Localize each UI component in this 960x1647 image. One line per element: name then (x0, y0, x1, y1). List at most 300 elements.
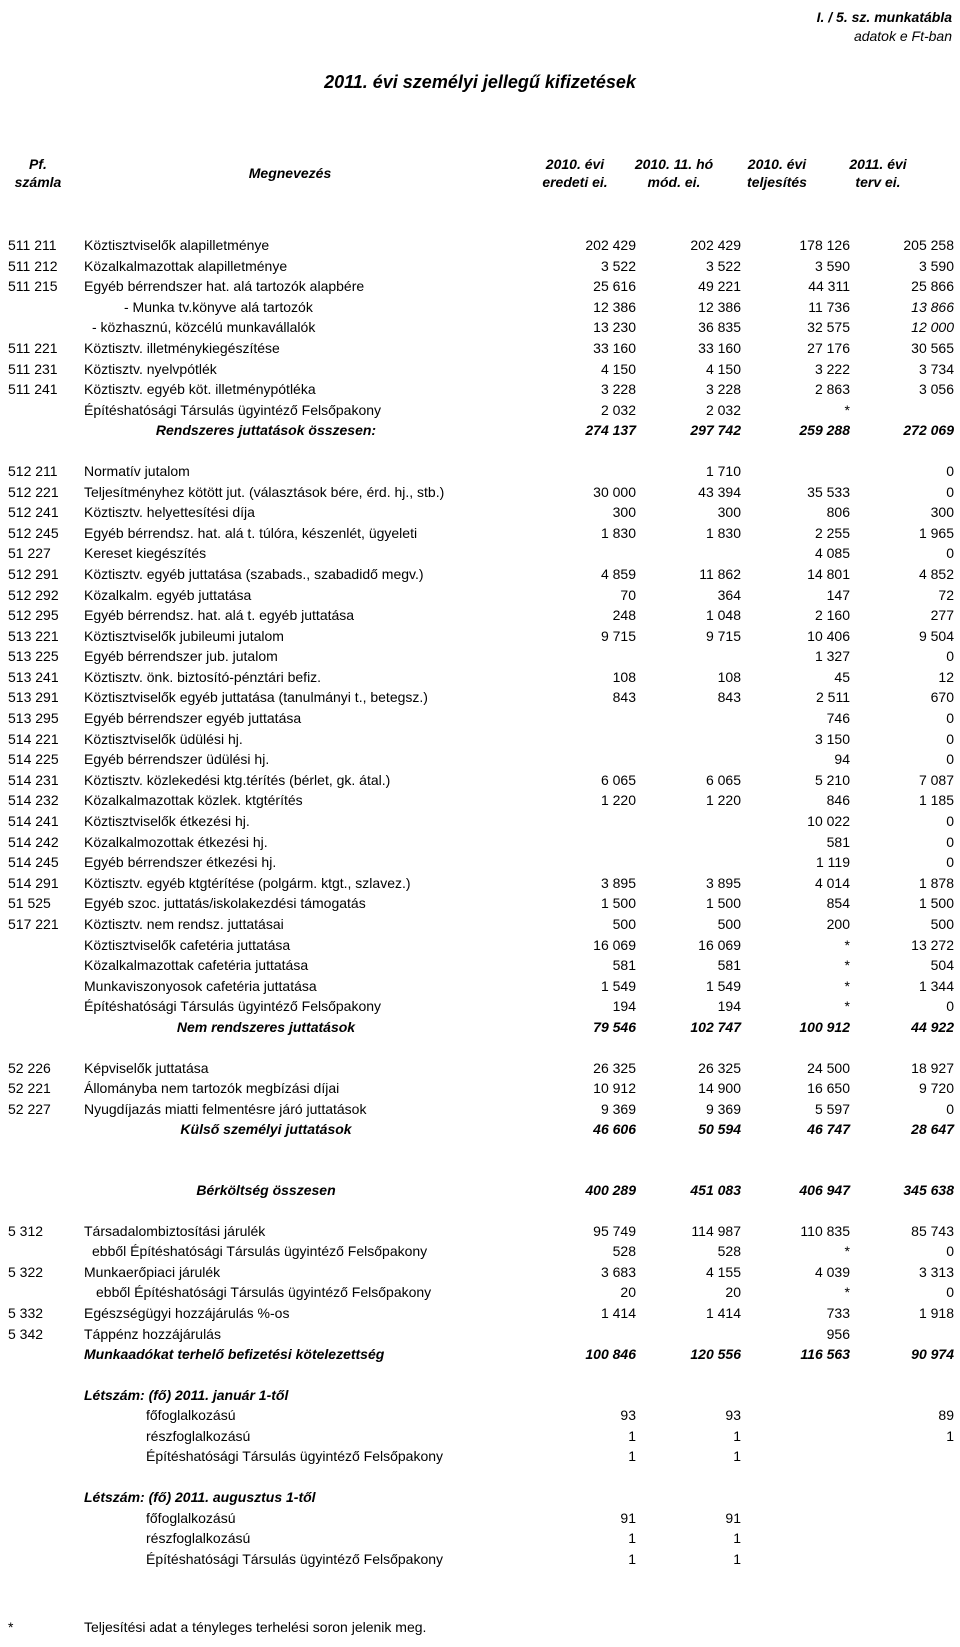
value-col-3: 45 (834, 668, 850, 685)
value-col-4: 504 (930, 957, 954, 974)
row-label: - közhasznú, közcélú munkavállalók (92, 319, 316, 336)
row-label: Köztisztviselők cafetéria juttatása (84, 936, 291, 953)
value-col-3: 3 590 (814, 257, 850, 274)
row-label: Létszám: (fő) 2011. január 1-től (84, 1386, 289, 1403)
value-col-4: 1 918 (918, 1304, 954, 1321)
value-col-4: 85 743 (911, 1222, 954, 1239)
value-col-1: 500 (612, 916, 636, 932)
account-code: 5 342 (8, 1325, 44, 1342)
value-col-4: 0 (946, 1100, 954, 1117)
account-code: 511 212 (8, 257, 58, 274)
value-col-3: 1 327 (814, 648, 850, 665)
footnote-star: * (8, 1619, 14, 1635)
table-reference: I. / 5. sz. munkatábla (816, 9, 952, 25)
value-col-1: 20 (620, 1284, 636, 1301)
row-label: Táppénz hozzájárulás (84, 1325, 221, 1342)
value-col-1: 3 522 (600, 257, 636, 274)
table-row (0, 1241, 960, 1262)
table-row (0, 1078, 960, 1099)
value-col-1: 91 (620, 1509, 636, 1526)
table-row (0, 893, 960, 914)
value-col-4: 0 (946, 813, 954, 830)
value-col-2: 50 594 (698, 1121, 741, 1138)
account-code: 511 231 (8, 360, 58, 377)
table-row (0, 1099, 960, 1120)
value-col-3: 733 (826, 1304, 850, 1321)
row-label: Köztisztviselők jubileumi jutalom (84, 627, 284, 644)
value-col-2: 93 (725, 1407, 741, 1424)
value-col-3: 46 747 (807, 1121, 850, 1138)
row-label: főfoglalkozású (146, 1407, 236, 1424)
value-col-4: 0 (946, 710, 954, 727)
table-row (0, 852, 960, 873)
value-col-3: 44 311 (808, 278, 850, 295)
account-code: 51 227 (8, 545, 51, 562)
column-header-code (8, 155, 68, 191)
row-label: Köztisztv. illetménykiegészítése (84, 339, 280, 356)
row-label: Építéshatósági Társulás ügyintéző Felsőpakony (84, 401, 382, 418)
table-row (0, 646, 960, 667)
column-header-name-label: Megnevezés (248, 165, 332, 181)
value-col-1: 300 (612, 504, 636, 521)
row-spacer (0, 1160, 960, 1180)
total-row (0, 1180, 960, 1201)
row-label: Közalkalm. egyéb juttatása (84, 586, 252, 603)
value-col-3: * (844, 1284, 850, 1301)
value-col-3: 110 835 (800, 1222, 850, 1239)
value-col-1: 70 (620, 586, 636, 603)
row-label: Köztisztv. nyelvpótlék (84, 360, 217, 377)
row-label: Munkaviszonyosok cafetéria juttatása (84, 977, 317, 994)
table-row (0, 955, 960, 976)
value-col-1: 1 (628, 1530, 636, 1547)
row-label: Egyéb szoc. juttatás/iskolakezdési támogatás (84, 895, 366, 912)
value-col-3: 854 (826, 895, 850, 912)
value-col-1: 9 715 (600, 627, 636, 644)
account-code: 512 291 (8, 565, 59, 582)
value-col-3: 406 947 (799, 1181, 850, 1198)
account-code: 513 225 (8, 648, 59, 665)
table-row (0, 1508, 960, 1529)
value-col-1: 1 830 (600, 524, 636, 541)
row-label: részfoglalkozású (146, 1530, 251, 1547)
account-code: 52 221 (8, 1080, 51, 1097)
value-col-3: 2 863 (814, 381, 850, 398)
column-header-name (200, 164, 380, 182)
table-row (0, 729, 960, 750)
total-row (0, 1344, 960, 1365)
value-col-3: 3 222 (814, 360, 850, 377)
row-label: Külső személyi juttatások (180, 1121, 352, 1138)
total-row (0, 1017, 960, 1038)
value-col-1: 12 386 (593, 298, 636, 315)
value-col-2: 581 (717, 957, 741, 974)
value-col-4: 0 (946, 545, 954, 562)
value-col-1: 25 616 (593, 278, 636, 295)
value-col-1: 33 160 (593, 339, 636, 356)
row-label: ebből Építéshatósági Társulás ügyintéző Felsőpakony (92, 1243, 428, 1260)
value-col-4: 1 500 (918, 895, 954, 912)
row-label: Közalkalmazottak cafetéria juttatása (84, 957, 309, 974)
account-code: 51 525 (8, 895, 51, 912)
column-header-code-line2: számla (14, 174, 62, 190)
row-spacer (0, 1201, 960, 1221)
row-label: Bérköltség összesen (196, 1181, 336, 1198)
value-col-2: 1 048 (705, 607, 741, 624)
value-col-2: 1 414 (705, 1304, 741, 1321)
footnote-text: Teljesítési adat a tényleges terhelési soron jelenik meg. (84, 1619, 427, 1635)
page-title: 2011. évi személyi jellegű kifizetések (324, 72, 636, 92)
row-label: részfoglalkozású (146, 1427, 251, 1444)
value-col-4: 44 922 (911, 1018, 954, 1035)
table-row (0, 1303, 960, 1324)
value-col-3: 32 575 (807, 319, 850, 336)
value-col-2: 364 (717, 586, 741, 603)
value-col-4: 3 590 (918, 257, 954, 274)
row-label: Kereset kiegészítés (84, 545, 207, 562)
row-label: Köztisztviselők alapilletménye (84, 237, 270, 253)
row-label: Köztisztviselők étkezési hj. (84, 813, 250, 830)
account-code: 513 291 (8, 689, 59, 706)
value-col-4: 28 647 (911, 1121, 954, 1138)
table-row (0, 482, 960, 503)
value-col-4: 300 (930, 504, 954, 521)
value-col-2: 1 500 (705, 895, 741, 912)
value-col-3: 116 563 (800, 1346, 850, 1363)
column-header-c2-line1: 2010. 11. hó (634, 156, 714, 172)
value-col-3: 746 (826, 710, 850, 727)
value-col-1: 400 289 (585, 1181, 636, 1198)
value-col-1: 194 (612, 998, 636, 1015)
value-col-4: 345 638 (903, 1181, 954, 1198)
value-col-3: * (844, 957, 850, 974)
value-col-3: 3 150 (814, 730, 850, 747)
row-spacer (0, 1365, 960, 1385)
value-col-3: 956 (826, 1325, 850, 1342)
account-code: 514 291 (8, 874, 59, 891)
value-col-4: 3 313 (918, 1263, 954, 1280)
row-spacer (0, 1140, 960, 1160)
value-col-1: 3 895 (600, 874, 636, 891)
account-code: 513 221 (8, 627, 59, 644)
table-row (0, 687, 960, 708)
account-code: 512 221 (8, 483, 59, 500)
value-col-4: 18 927 (911, 1059, 954, 1076)
value-col-4: 0 (946, 998, 954, 1015)
account-code: 512 292 (8, 586, 59, 603)
value-col-1: 3 683 (600, 1263, 636, 1280)
row-label: Egyéb bérrendsz. hat. alá t. túlóra, készenlét, ügyeleti (84, 524, 418, 541)
row-label: Képviselők juttatása (84, 1059, 209, 1076)
value-col-4: 0 (946, 1284, 954, 1301)
column-header-code-line1: Pf. (29, 156, 47, 172)
table-row (0, 1324, 960, 1345)
value-col-2: 26 325 (698, 1059, 741, 1076)
value-col-4: 0 (946, 483, 954, 500)
value-col-1: 1 549 (600, 977, 636, 994)
value-col-1: 10 912 (593, 1080, 636, 1097)
row-label: Közalkalmozottak étkezési hj. (84, 833, 268, 850)
column-header-c1-line1: 2010. évi (545, 156, 605, 172)
table-row (0, 770, 960, 791)
value-col-2: 49 221 (698, 278, 741, 295)
table-row (0, 811, 960, 832)
value-col-4: 7 087 (918, 771, 954, 788)
row-label: Normatív jutalom (84, 462, 190, 479)
row-label: Köztisztviselők egyéb juttatása (tanulmányi t., betegsz.) (84, 689, 428, 706)
value-col-1: 9 369 (600, 1100, 636, 1117)
row-label: Állományba nem tartozók megbízási díjai (84, 1080, 340, 1097)
value-col-3: 259 288 (799, 422, 850, 439)
value-col-2: 12 386 (698, 298, 741, 315)
value-col-4: 0 (946, 854, 954, 871)
value-col-1: 1 220 (600, 792, 636, 809)
table-row (0, 564, 960, 585)
value-col-4: 90 974 (911, 1346, 954, 1363)
table-row (0, 502, 960, 523)
value-col-2: 2 032 (705, 401, 741, 418)
value-col-2: 451 083 (690, 1181, 741, 1198)
value-col-4: 0 (946, 462, 954, 479)
account-code: 512 241 (8, 504, 59, 521)
value-col-2: 1 220 (705, 792, 741, 809)
value-col-2: 528 (717, 1243, 741, 1260)
account-code: 511 241 (8, 381, 58, 398)
table-row (0, 523, 960, 544)
table-row (0, 1405, 960, 1426)
value-col-1: 79 546 (593, 1018, 636, 1035)
value-col-4: 0 (946, 648, 954, 665)
table-row (0, 626, 960, 647)
value-col-1: 108 (612, 668, 636, 685)
table-row (0, 338, 960, 359)
value-col-2: 1 830 (705, 524, 741, 541)
value-col-1: 16 069 (593, 936, 636, 953)
value-col-1: 1 414 (600, 1304, 636, 1321)
value-col-1: 13 230 (593, 319, 636, 336)
account-code: 514 221 (8, 730, 59, 747)
value-col-2: 120 556 (690, 1346, 741, 1363)
value-col-1: 26 325 (593, 1059, 636, 1076)
row-label: Építéshatósági Társulás ügyintéző Felsőpakony (146, 1550, 444, 1567)
value-col-2: 33 160 (698, 339, 741, 356)
value-col-2: 91 (725, 1509, 741, 1526)
value-col-3: 5 597 (814, 1100, 850, 1117)
table-row (0, 914, 960, 935)
value-col-4: 0 (946, 833, 954, 850)
value-col-1: 202 429 (585, 237, 636, 253)
value-col-4: 1 185 (918, 792, 954, 809)
row-label: Nem rendszeres juttatások (176, 1018, 356, 1035)
table-row (0, 461, 960, 482)
total-row (0, 1385, 960, 1406)
column-header-c3-line1: 2010. évi (747, 156, 807, 172)
unit-note: adatok e Ft-ban (853, 28, 952, 44)
account-code: 514 231 (8, 771, 59, 788)
value-col-3: 2 511 (816, 689, 850, 706)
value-col-3: * (844, 1243, 850, 1260)
row-label: Nyugdíjazás miatti felmentésre járó juttatások (84, 1100, 367, 1117)
value-col-2: 202 429 (690, 237, 741, 253)
value-col-3: 10 022 (807, 813, 850, 830)
value-col-2: 194 (717, 998, 741, 1015)
data-table (0, 235, 960, 1569)
value-col-1: 581 (612, 957, 636, 974)
total-row (0, 1487, 960, 1508)
value-col-3: 2 160 (814, 607, 850, 624)
total-row (0, 1119, 960, 1140)
table-row (0, 276, 960, 297)
table-row (0, 317, 960, 338)
value-col-4: 205 258 (903, 237, 954, 253)
row-label: Egyéb bérrendsz. hat. alá t. egyéb juttatása (84, 607, 355, 624)
value-col-1: 1 (628, 1550, 636, 1567)
row-label: Köztisztv. közlekedési ktg.térítés (bérlet, gk. átal.) (84, 771, 391, 788)
row-label: Köztisztv. nem rendsz. juttatásai (84, 916, 284, 932)
row-spacer (0, 1038, 960, 1058)
value-col-4: 13 866 (911, 298, 954, 315)
value-col-4: 9 504 (918, 627, 954, 644)
value-col-4: 72 (938, 586, 954, 603)
account-code: 512 295 (8, 607, 59, 624)
table-row (0, 873, 960, 894)
value-col-2: 1 (733, 1448, 741, 1465)
value-col-1: 93 (620, 1407, 636, 1424)
value-col-1: 1 (628, 1448, 636, 1465)
row-label: Teljesítményhez kötött jut. (választások bére, érd. hj., stb.) (84, 483, 445, 500)
row-label: - Munka tv.könyve alá tartozók (124, 298, 313, 315)
value-col-3: 10 406 (807, 627, 850, 644)
account-code: 511 211 (8, 237, 57, 253)
table-row (0, 543, 960, 564)
value-col-4: 3 734 (918, 360, 954, 377)
value-col-3: 846 (826, 792, 850, 809)
value-col-4: 1 878 (918, 874, 954, 891)
value-col-3: 200 (826, 916, 850, 932)
row-label: Egyéb bérrendszer üdülési hj. (84, 751, 270, 768)
value-col-3: 16 650 (807, 1080, 850, 1097)
value-col-4: 0 (946, 1243, 954, 1260)
value-col-2: 500 (717, 916, 741, 932)
value-col-4: 0 (946, 751, 954, 768)
value-col-3: 11 736 (808, 298, 850, 315)
value-col-2: 1 (733, 1550, 741, 1567)
row-label: Köztisztv. helyettesítési díja (84, 504, 255, 521)
value-col-3: * (844, 977, 850, 994)
value-col-3: 4 014 (814, 874, 850, 891)
row-label: Egyéb bérrendszer jub. jutalom (84, 648, 278, 665)
row-label: Köztisztv. önk. biztosító-pénztári befiz. (84, 668, 322, 685)
account-code: 517 221 (8, 916, 59, 932)
value-col-2: 6 065 (705, 771, 741, 788)
account-code: 5 322 (8, 1263, 44, 1280)
value-col-2: 4 150 (705, 360, 741, 377)
table-row (0, 749, 960, 770)
column-header-modified-budget (614, 155, 734, 191)
value-col-3: 24 500 (807, 1059, 850, 1076)
value-col-2: 102 747 (690, 1018, 741, 1035)
column-header-c3-line2: teljesítés (747, 174, 807, 190)
row-label: Egyéb bérrendszer étkezési hj. (84, 854, 277, 871)
value-col-3: 4 039 (814, 1263, 850, 1280)
value-col-4: 1 (946, 1427, 954, 1444)
column-header-c1-line2: eredeti ei. (542, 174, 608, 190)
row-label: Munkaadókat terhelő befizetési kötelezettség (84, 1346, 385, 1363)
table-row (0, 1549, 960, 1570)
value-col-3: 35 533 (807, 483, 850, 500)
value-col-4: 670 (930, 689, 954, 706)
table-row (0, 297, 960, 318)
account-code: 52 227 (8, 1100, 51, 1117)
value-col-1: 2 032 (600, 401, 636, 418)
table-row (0, 935, 960, 956)
value-col-2: 3 895 (705, 874, 741, 891)
value-col-4: 272 069 (903, 422, 954, 439)
value-col-4: 89 (938, 1407, 954, 1424)
value-col-2: 297 742 (690, 422, 741, 439)
account-code: 511 215 (8, 278, 58, 295)
value-col-1: 4 150 (600, 360, 636, 377)
total-row (0, 420, 960, 441)
row-spacer (0, 1467, 960, 1487)
table-row (0, 996, 960, 1017)
row-label: Építéshatósági Társulás ügyintéző Felsőpakony (84, 998, 382, 1015)
table-row (0, 256, 960, 277)
table-row (0, 667, 960, 688)
value-col-3: * (844, 998, 850, 1015)
table-row (0, 379, 960, 400)
table-row (0, 1528, 960, 1549)
table-row (0, 976, 960, 997)
footnote (8, 1619, 426, 1635)
column-header-plan (818, 155, 938, 191)
row-label: Építéshatósági Társulás ügyintéző Felsőpakony (146, 1448, 444, 1465)
row-spacer (0, 441, 960, 461)
value-col-2: 11 862 (699, 565, 741, 582)
value-col-1: 528 (612, 1243, 636, 1260)
value-col-2: 1 549 (705, 977, 741, 994)
value-col-2: 9 715 (705, 627, 741, 644)
row-label: Rendszeres juttatások összesen: (155, 422, 377, 439)
value-col-1: 4 859 (600, 565, 636, 582)
value-col-1: 1 (628, 1427, 636, 1444)
row-label: ebből Építéshatósági Társulás ügyintéző Felsőpakony (96, 1284, 432, 1301)
value-col-3: 581 (826, 833, 850, 850)
table-row (0, 1426, 960, 1447)
account-code: 512 211 (8, 462, 58, 479)
table-row (0, 790, 960, 811)
value-col-2: 300 (717, 504, 741, 521)
value-col-4: 500 (930, 916, 954, 932)
value-col-1: 6 065 (600, 771, 636, 788)
account-code: 5 332 (8, 1304, 44, 1321)
table-row (0, 359, 960, 380)
row-label: Egészségügyi hozzájárulás %-os (84, 1304, 290, 1321)
value-col-2: 9 369 (705, 1100, 741, 1117)
account-code: 513 241 (8, 668, 59, 685)
value-col-1: 100 846 (585, 1346, 636, 1363)
row-label: Létszám: (fő) 2011. augusztus 1-től (84, 1489, 316, 1506)
value-col-2: 20 (725, 1284, 741, 1301)
value-col-4: 0 (946, 730, 954, 747)
value-col-1: 46 606 (593, 1121, 636, 1138)
value-col-2: 43 394 (698, 483, 741, 500)
value-col-4: 9 720 (918, 1080, 954, 1097)
account-code: 513 295 (8, 710, 59, 727)
value-col-1: 30 000 (593, 483, 636, 500)
value-col-3: 4 085 (814, 545, 850, 562)
value-col-2: 3 228 (705, 381, 741, 398)
